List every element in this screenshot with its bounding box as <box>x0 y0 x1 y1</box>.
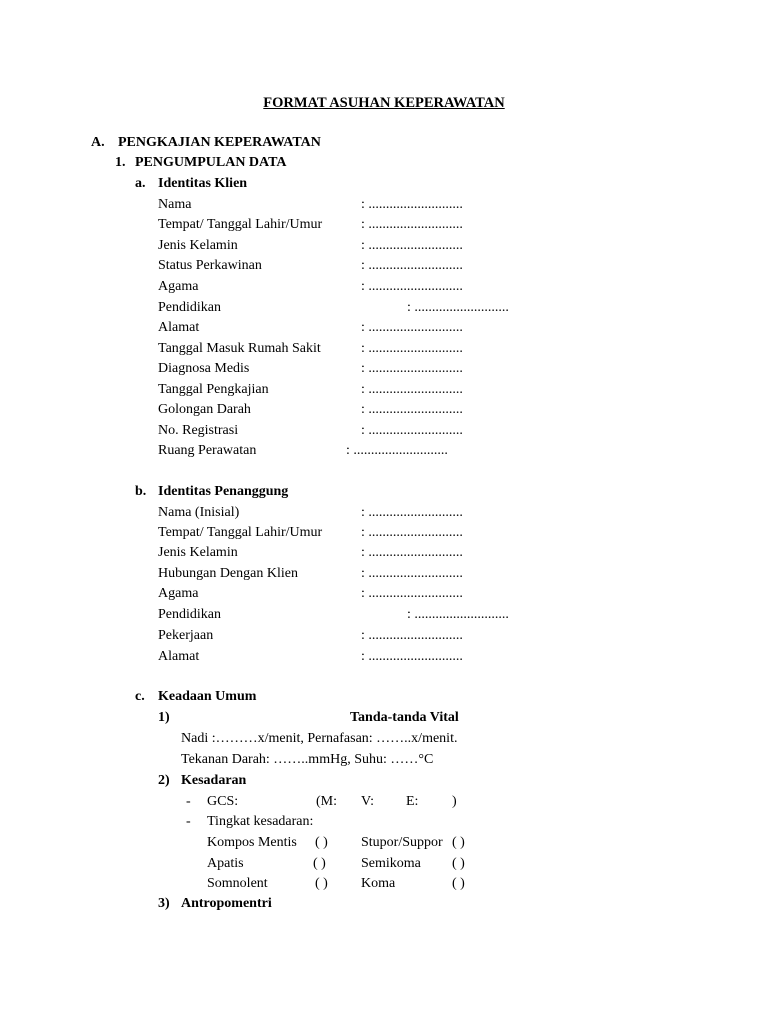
level-checkbox: ( ) <box>315 876 328 891</box>
bullet-dash: - <box>186 814 191 829</box>
field-label: Agama <box>158 586 199 601</box>
section-a-heading: PENGKAJIAN KEPERAWATAN <box>118 135 321 150</box>
penanggung-letter: b. <box>135 484 147 499</box>
subsection-1-heading: PENGUMPULAN DATA <box>135 155 287 170</box>
penanggung-heading: Identitas Penanggung <box>158 484 289 499</box>
vital-line-pulse-respiration: Nadi :………x/menit, Pernafasan: ……..x/menit. <box>181 731 458 746</box>
item-2-number: 2) <box>158 773 170 788</box>
field-blank: : ........................... <box>361 361 463 376</box>
gcs-e: E: <box>406 794 419 809</box>
consciousness-level-label: Tingkat kesadaran: <box>207 814 314 829</box>
field-blank: : ........................... <box>361 382 463 397</box>
field-label: Tanggal Pengkajian <box>158 382 269 397</box>
field-blank: : ........................... <box>361 341 463 356</box>
level-option: Stupor/Suppor <box>361 835 443 850</box>
vital-signs-heading: Tanda-tanda Vital <box>350 710 459 725</box>
field-label: Jenis Kelamin <box>158 545 238 560</box>
field-label: Alamat <box>158 320 200 335</box>
level-option: Koma <box>361 876 396 891</box>
gcs-label: GCS: <box>207 794 239 809</box>
level-checkbox: ( ) <box>452 856 465 871</box>
section-a-number: A. <box>91 135 105 150</box>
vital-line-bp-temp: Tekanan Darah: ……..mmHg, Suhu: ……°C <box>181 752 434 767</box>
field-blank: : ........................... <box>407 300 509 315</box>
item-3-number: 3) <box>158 896 170 911</box>
field-label: Hubungan Dengan Klien <box>158 566 298 581</box>
item-1-number: 1) <box>158 710 170 725</box>
field-label: Nama (Inisial) <box>158 505 240 520</box>
keadaan-heading: Keadaan Umum <box>158 689 257 704</box>
field-blank: : ........................... <box>361 545 463 560</box>
field-label: Tempat/ Tanggal Lahir/Umur <box>158 217 323 232</box>
field-blank: : ........................... <box>361 423 463 438</box>
field-blank: : ........................... <box>361 197 463 212</box>
subsection-1-number: 1. <box>115 155 126 170</box>
field-blank: : ........................... <box>361 238 463 253</box>
field-label: Nama <box>158 197 192 212</box>
field-blank: : ........................... <box>361 566 463 581</box>
field-blank: : ........................... <box>361 258 463 273</box>
field-label: Agama <box>158 279 199 294</box>
level-checkbox: ( ) <box>315 835 328 850</box>
field-label: Ruang Perawatan <box>158 443 257 458</box>
level-checkbox: ( ) <box>452 835 465 850</box>
field-blank: : ........................... <box>361 217 463 232</box>
level-option: Apatis <box>207 856 244 871</box>
field-blank: : ........................... <box>361 586 463 601</box>
field-label: Pekerjaan <box>158 628 214 643</box>
consciousness-heading: Kesadaran <box>181 773 247 788</box>
field-blank: : ........................... <box>361 628 463 643</box>
gcs-v: V: <box>361 794 374 809</box>
field-label: Tanggal Masuk Rumah Sakit <box>158 341 321 356</box>
field-label: Golongan Darah <box>158 402 251 417</box>
gcs-close: ) <box>452 794 457 809</box>
klien-heading: Identitas Klien <box>158 176 248 191</box>
field-blank: : ........................... <box>361 320 463 335</box>
field-label: Jenis Kelamin <box>158 238 238 253</box>
field-label: No. Registrasi <box>158 423 239 438</box>
klien-letter: a. <box>135 176 146 191</box>
field-label: Pendidikan <box>158 607 221 622</box>
field-label: Status Perkawinan <box>158 258 262 273</box>
field-label: Tempat/ Tanggal Lahir/Umur <box>158 525 323 540</box>
level-option: Kompos Mentis <box>207 835 297 850</box>
field-label: Alamat <box>158 649 200 664</box>
level-checkbox: ( ) <box>452 876 465 891</box>
keadaan-letter: c. <box>135 689 145 704</box>
bullet-dash: - <box>186 794 191 809</box>
level-option: Somnolent <box>207 876 268 891</box>
field-blank: : ........................... <box>361 402 463 417</box>
field-blank: : ........................... <box>361 525 463 540</box>
gcs-m: (M: <box>316 794 337 809</box>
anthropometry-heading: Antropomentri <box>181 896 272 911</box>
field-blank: : ........................... <box>361 279 463 294</box>
field-label: Pendidikan <box>158 300 221 315</box>
document-title: FORMAT ASUHAN KEPERAWATAN <box>263 95 505 111</box>
level-option: Semikoma <box>361 856 421 871</box>
field-blank: : ........................... <box>361 649 463 664</box>
field-label: Diagnosa Medis <box>158 361 250 376</box>
field-blank: : ........................... <box>407 607 509 622</box>
level-checkbox: ( ) <box>313 856 326 871</box>
field-blank: : ........................... <box>361 505 463 520</box>
field-blank: : ........................... <box>346 443 448 458</box>
